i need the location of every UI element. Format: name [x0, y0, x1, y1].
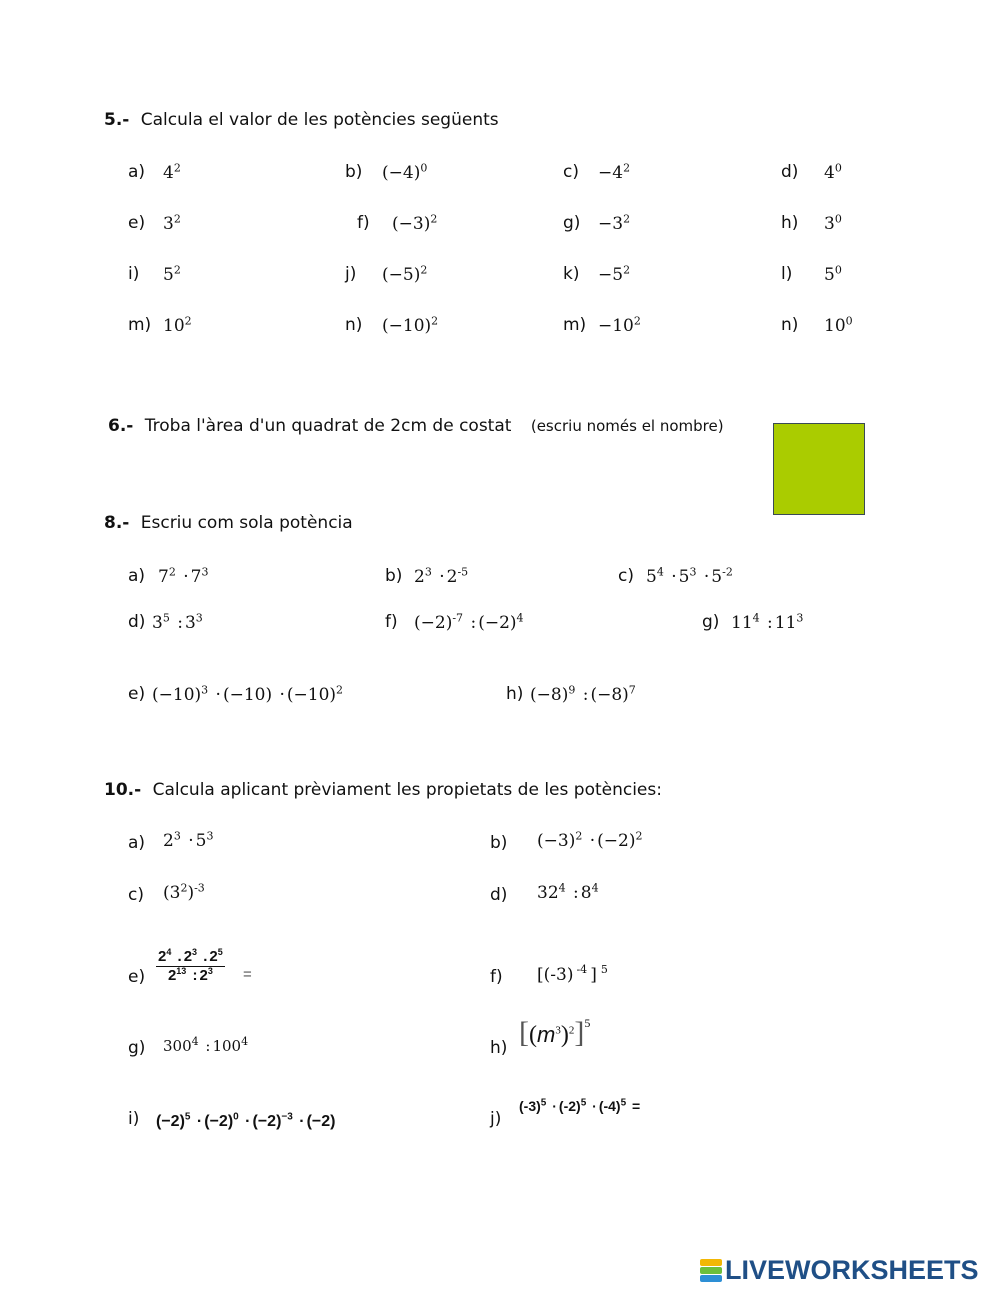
q10-i-exponent-0: 5 [184, 1111, 191, 1123]
q5-item-expression-3 [824, 163, 842, 183]
q5-item-expression-5 [392, 214, 437, 234]
q8-item-label-7: h) [506, 684, 524, 704]
q6-note: (escriu només el nombre) [530, 417, 724, 435]
q10-e-num-exponent-0: 4 [166, 947, 172, 957]
q8-item-0-exponent-0: 2 [168, 565, 176, 579]
q10-d-exponent-0: 4 [558, 881, 566, 895]
q5-item-label-10: k) [563, 264, 580, 284]
q5-item-expression-13 [382, 316, 438, 336]
q10-i-operator-0: · [192, 1113, 203, 1130]
q5-item-base-5: (−3) [392, 214, 431, 234]
q5-item-exponent-5: 2 [430, 212, 438, 226]
q8-item-expression-6 [152, 685, 343, 705]
q10-d-base-0: 32 [537, 883, 559, 903]
q8-item-6-operator-0: · [210, 685, 221, 705]
q5-item-base-2: −4 [598, 163, 624, 183]
q10-e-den-base-0: 2 [167, 967, 177, 984]
q5-item-exponent-15: 0 [845, 314, 853, 328]
q10-e-num-base-2: 2 [209, 948, 218, 965]
q8-item-2-operator-0: · [665, 567, 677, 587]
q10-e-den-operator-0: : [188, 967, 198, 984]
q5-item-exponent-9: 2 [420, 263, 428, 277]
q10-j-label: j) [490, 1109, 502, 1129]
q10-a-exponent-1: 3 [206, 829, 214, 843]
q10-e-fraction [156, 948, 225, 984]
q5-item-expression-14 [598, 316, 641, 336]
q10-d-expression [537, 883, 599, 903]
q10-f-close: ] [590, 965, 597, 985]
q8-item-6-exponent-2: 2 [336, 683, 344, 697]
q5-item-label-15: n) [781, 315, 799, 335]
q10-e-num-base-1: 2 [183, 948, 193, 965]
q5-item-expression-2 [598, 163, 630, 183]
q8-item-2-operator-1: · [698, 567, 710, 587]
q8-item-7-exponent-1: 7 [628, 683, 636, 697]
logo-mark-bar-0 [700, 1259, 722, 1266]
q8-item-label-5: g) [702, 612, 720, 632]
q5-item-expression-4 [163, 214, 181, 234]
q10-i-base-3: (−2) [306, 1113, 336, 1130]
q10-i-base-0: (−2) [156, 1113, 185, 1130]
q10-f-label: f) [490, 967, 503, 987]
logo-mark-bar-1 [700, 1267, 722, 1274]
q8-item-7-operator-0: : [577, 685, 589, 705]
q10-c-close: ) [187, 883, 195, 903]
q10-j-expression [519, 1098, 642, 1114]
q5-item-expression-10 [598, 265, 630, 285]
q10-h-label: h) [490, 1038, 508, 1058]
liveworksheets-logo [700, 1255, 979, 1286]
logo-mark-bar-2 [700, 1275, 722, 1282]
q5-item-exponent-6: 2 [623, 212, 631, 226]
q8-item-expression-0 [158, 567, 208, 587]
q10-i-operator-1: · [240, 1113, 251, 1130]
q5-item-label-9: j) [345, 264, 357, 284]
q10-a-label: a) [128, 833, 146, 853]
q5-item-base-15: 10 [824, 316, 846, 336]
q8-item-2-base-1: 5 [678, 567, 690, 587]
q8-item-6-operator-1: · [274, 685, 285, 705]
q10-i-base-2: (−2) [252, 1113, 282, 1130]
q5-item-exponent-10: 2 [623, 263, 631, 277]
q8-item-5-exponent-0: 4 [752, 611, 760, 625]
q5-item-base-9: (−5) [382, 265, 421, 285]
q5-item-base-10: −5 [598, 265, 624, 285]
q10-b-base-0: (−3) [537, 831, 576, 851]
q10-h-exponent-3: 5 [584, 1016, 591, 1030]
q10-c-base: (3 [163, 883, 181, 903]
q5-item-label-5: f) [357, 213, 370, 233]
q10-b-expression [537, 831, 642, 851]
q10-g-exponent-1: 4 [241, 1035, 249, 1048]
q8-item-1-base-0: 2 [414, 567, 425, 587]
q10-h-variable: m [537, 1022, 556, 1047]
q8-item-expression-4 [414, 613, 524, 633]
q8-item-1-base-1: 2 [446, 567, 458, 587]
q10-e-den-exponent-1: 3 [207, 966, 213, 976]
q5-item-label-7: h) [781, 213, 799, 233]
q5-item-exponent-1: 0 [420, 161, 428, 175]
q8-item-expression-3 [152, 613, 203, 633]
q10-a-operator-0: · [182, 831, 194, 851]
q8-item-5-base-1: 11 [774, 613, 797, 633]
q5-item-label-12: m) [128, 315, 152, 335]
q10-j-base-1: (-2) [558, 1098, 581, 1114]
green-square [773, 423, 865, 515]
q8-item-5-base-0: 11 [731, 613, 753, 633]
q8-item-label-0: a) [128, 566, 146, 586]
q5-item-label-13: n) [345, 315, 363, 335]
q10-e-label: e) [128, 967, 146, 987]
q5-item-label-0: a) [128, 162, 146, 182]
q10-c-outer-exponent: -3 [194, 881, 205, 895]
q10-i-base-1: (−2) [204, 1113, 234, 1130]
q5-item-expression-6 [598, 214, 630, 234]
q5-item-expression-15 [824, 316, 853, 336]
q5-item-exponent-8: 2 [173, 263, 181, 277]
logo-text: LIVEWORKSHEETS [725, 1255, 979, 1285]
q8-item-2-base-2: 5 [711, 567, 723, 587]
q8-item-3-base-1: 3 [184, 613, 196, 633]
q5-item-exponent-0: 2 [173, 161, 181, 175]
q10-h-exponent-1: 3 [555, 1024, 561, 1037]
q8-item-3-exponent-0: 5 [162, 611, 170, 625]
q8-item-2-exponent-2: -2 [722, 565, 733, 579]
q10-a-expression [163, 831, 213, 851]
q10-g-base-1: 100 [212, 1037, 242, 1055]
q8-item-label-1: b) [385, 566, 403, 586]
q5-item-exponent-11: 0 [834, 263, 842, 277]
q5-item-expression-1 [382, 163, 427, 183]
q10-b-label: b) [490, 833, 508, 853]
q5-item-base-0: 4 [163, 163, 174, 183]
q8-item-expression-7 [530, 685, 636, 705]
q8-item-6-base-1: (−10) [222, 685, 273, 705]
q8-item-4-operator-0: : [465, 613, 477, 633]
q10-e-equals: = [243, 966, 252, 983]
q8-item-2-base-0: 5 [646, 567, 657, 587]
q10-d-label: d) [490, 885, 508, 905]
q8-item-expression-5 [731, 613, 803, 633]
q5-item-base-1: (−4) [382, 163, 421, 183]
q10-e-num-base-0: 2 [158, 948, 167, 965]
q10-h-expression: $[(m^3)^2]^5$ [519, 1016, 591, 1049]
q5-item-label-3: d) [781, 162, 799, 182]
q10-g-label: g) [128, 1038, 146, 1058]
q8-item-3-operator-0: : [171, 613, 183, 633]
q10-i-operator-2: · [294, 1113, 305, 1130]
q8-item-7-base-0: (−8) [530, 685, 569, 705]
q8-item-6-exponent-0: 3 [201, 683, 209, 697]
q10-f-open: [(-3) [537, 965, 574, 985]
q10-b-exponent-1: 2 [635, 829, 643, 843]
q6-title: Troba l'àrea d'un quadrat de 2cm de costat [144, 416, 512, 436]
q10-c-expression [163, 883, 205, 903]
q8-item-4-exponent-1: 4 [516, 611, 524, 625]
q5-item-base-4: 3 [163, 214, 174, 234]
q5-item-expression-12 [163, 316, 192, 336]
q10-e-num-exponent-2: 5 [217, 947, 223, 957]
q8-item-7-base-1: (−8) [590, 685, 629, 705]
q10-g-expression [163, 1037, 248, 1055]
q10-j-operator-1: · [588, 1098, 597, 1114]
q10-i-exponent-2: −3 [281, 1111, 293, 1123]
q5-item-base-7: 3 [824, 214, 835, 234]
q8-item-1-exponent-1: -5 [457, 565, 469, 579]
q8-item-2-exponent-1: 3 [689, 565, 697, 579]
q10-h-exponent-2: 2 [568, 1024, 575, 1037]
q5-item-label-4: e) [128, 213, 146, 233]
q5-item-expression-8 [163, 265, 181, 285]
q8-item-0-operator-0: · [177, 567, 189, 587]
q10-a-base-0: 2 [163, 831, 174, 851]
q8-item-0-exponent-1: 3 [201, 565, 209, 579]
q10-j-exponent-0: 5 [540, 1097, 547, 1109]
q10-f-outer-exponent: 5 [600, 963, 608, 977]
q8-item-7-exponent-0: 9 [568, 683, 576, 697]
q8-item-0-base-1: 7 [190, 567, 202, 587]
q10-j-exponent-2: 5 [620, 1097, 627, 1109]
q10-d-exponent-1: 4 [591, 881, 599, 895]
q5-item-label-14: m) [563, 315, 587, 335]
q10-g-operator-0: : [200, 1037, 211, 1055]
q5-item-base-11: 5 [824, 265, 835, 285]
q10-i-exponent-1: 0 [233, 1111, 239, 1123]
q5-item-exponent-7: 0 [834, 212, 842, 226]
q8-item-6-base-0: (−10) [152, 685, 202, 705]
q8-item-1-exponent-0: 3 [424, 565, 432, 579]
q8-item-label-2: c) [618, 566, 634, 586]
q8-item-expression-2 [646, 567, 733, 587]
q8-item-4-exponent-0: -7 [452, 611, 464, 625]
q10-j-operator-0: · [548, 1098, 557, 1114]
q8-item-5-exponent-1: 3 [796, 611, 804, 625]
q10-i-expression [156, 1113, 336, 1131]
q10-j-base-0: (-3) [519, 1098, 541, 1114]
q8-item-4-base-0: (−2) [414, 613, 453, 633]
q10-e-num-operator-1: . [199, 948, 208, 965]
q5-item-exponent-3: 0 [834, 161, 842, 175]
q5-item-base-14: −10 [598, 316, 634, 336]
q10-number: 10.- [104, 780, 142, 800]
q5-item-label-6: g) [563, 213, 581, 233]
q5-item-base-6: −3 [598, 214, 624, 234]
q10-e-num-exponent-1: 3 [192, 947, 198, 957]
q5-item-exponent-4: 2 [173, 212, 181, 226]
q6-number: 6.- [108, 416, 134, 436]
q8-item-label-6: e) [128, 684, 146, 704]
q8-item-0-base-0: 7 [158, 567, 169, 587]
q5-item-expression-9 [382, 265, 427, 285]
q10-title: Calcula aplicant prèviament les propietats de les potències: [152, 780, 662, 800]
q5-number: 5.- [104, 110, 130, 130]
q10-f-inner-exponent: -4 [576, 963, 588, 977]
q10-a-base-1: 5 [195, 831, 207, 851]
q10-e-denominator [156, 967, 225, 984]
q8-item-expression-1 [414, 567, 468, 587]
q5-item-exponent-14: 2 [633, 314, 641, 328]
q5-title: Calcula el valor de les potències següents [140, 110, 499, 130]
q5-item-label-2: c) [563, 162, 579, 182]
q10-i-label: i) [128, 1109, 140, 1129]
q10-f-expression [537, 965, 608, 985]
q8-item-4-base-1: (−2) [478, 613, 517, 633]
q5-item-expression-7 [824, 214, 842, 234]
q10-b-exponent-0: 2 [575, 829, 583, 843]
q10-e-den-exponent-0: 13 [176, 966, 187, 976]
q8-number: 8.- [104, 513, 130, 533]
q10-d-base-1: 8 [580, 883, 592, 903]
q5-item-exponent-12: 2 [184, 314, 192, 328]
q5-item-expression-0 [163, 163, 181, 183]
q5-item-base-3: 4 [824, 163, 835, 183]
q10-d-operator-0: : [567, 883, 579, 903]
q10-b-base-1: (−2) [597, 831, 636, 851]
q6-heading [108, 416, 724, 436]
q5-item-exponent-2: 2 [623, 161, 631, 175]
q10-g-exponent-0: 4 [191, 1035, 199, 1048]
q8-item-3-base-0: 3 [152, 613, 163, 633]
q5-item-exponent-13: 2 [431, 314, 439, 328]
q5-item-label-8: i) [128, 264, 140, 284]
q8-item-5-operator-0: : [761, 613, 773, 633]
q8-title: Escriu com sola potència [140, 513, 353, 533]
q10-g-base-0: 300 [163, 1037, 192, 1055]
q8-item-1-operator-0: · [433, 567, 445, 587]
q10-b-operator-0: · [584, 831, 596, 851]
q5-item-label-1: b) [345, 162, 363, 182]
q10-c-label: c) [128, 885, 144, 905]
q10-c-inner-exponent: 2 [180, 881, 188, 895]
q5-item-base-8: 5 [163, 265, 174, 285]
q8-item-label-4: f) [385, 612, 398, 632]
q10-e-num-operator-0: . [173, 948, 182, 965]
q8-item-6-base-2: (−10) [286, 685, 337, 705]
q10-e-numerator [156, 948, 225, 967]
logo-mark-icon [700, 1259, 722, 1283]
q5-heading [104, 110, 499, 130]
q10-heading [104, 780, 662, 800]
q5-item-base-12: 10 [163, 316, 185, 336]
q5-item-expression-11 [824, 265, 842, 285]
q5-item-label-11: l) [781, 264, 793, 284]
q10-a-exponent-0: 3 [173, 829, 181, 843]
q10-e-den-base-1: 2 [199, 967, 208, 984]
q8-item-3-exponent-1: 3 [195, 611, 203, 625]
q10-j-base-2: (-4) [598, 1098, 621, 1114]
q5-item-base-13: (−10) [382, 316, 432, 336]
q8-item-2-exponent-0: 4 [656, 565, 664, 579]
q8-item-label-3: d) [128, 612, 146, 632]
q10-j-exponent-1: 5 [580, 1097, 587, 1109]
q10-j-operator-2: = [628, 1098, 641, 1114]
q8-heading [104, 513, 353, 533]
